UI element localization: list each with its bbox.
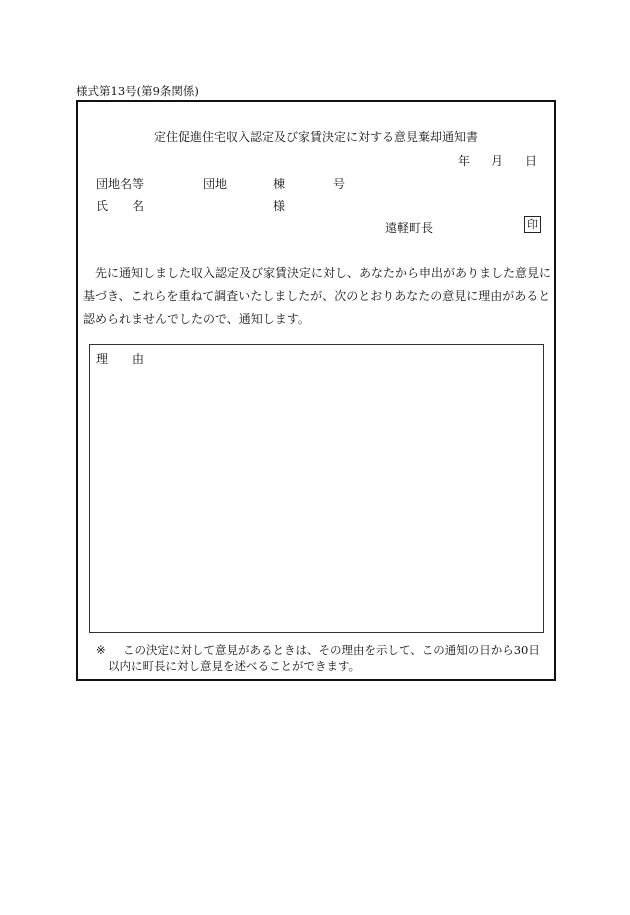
address-label: 団地名等 — [96, 177, 145, 191]
footnote — [96, 642, 551, 674]
danchi-label: 団地 — [203, 177, 228, 191]
body-line-1: 先に通知しました収入認定及び家賃決定に対し、あなたから申出がありました意見に — [95, 266, 552, 280]
note-line-2: 以内に町長に対し意見を述べることができます。 — [108, 659, 361, 673]
date-year: 年 — [458, 154, 471, 168]
form-number: 様式第13号(第9条関係) — [76, 84, 199, 98]
document-title: 定住促進住宅収入認定及び家賃決定に対する意見棄却通知書 — [153, 130, 478, 144]
body-line-2: 基づき、これらを重ねて調査いたしましたが、次のとおりあなたの意見に理由があると — [83, 289, 551, 303]
note-line-1: この決定に対して意見があるときは、その理由を示して、この通知の日から30日 — [122, 643, 540, 657]
issuer-name: 遠軽町長 — [385, 221, 434, 235]
reason-label-second: 由 — [132, 352, 145, 366]
reason-label-first: 理 — [96, 352, 109, 366]
note-mark: ※ — [96, 643, 106, 657]
date-month: 月 — [491, 154, 504, 168]
date-day: 日 — [525, 154, 538, 168]
notice-body — [83, 262, 553, 331]
tou-label: 棟 — [273, 177, 286, 191]
name-label-first: 氏 — [96, 199, 109, 213]
honorific: 様 — [273, 199, 286, 213]
seal-stamp: 印 — [524, 216, 541, 233]
gou-label: 号 — [333, 177, 346, 191]
body-line-3: 認められませんでしたので、通知します。 — [83, 312, 310, 326]
name-label-second: 名 — [132, 199, 145, 213]
reason-box — [89, 344, 544, 633]
